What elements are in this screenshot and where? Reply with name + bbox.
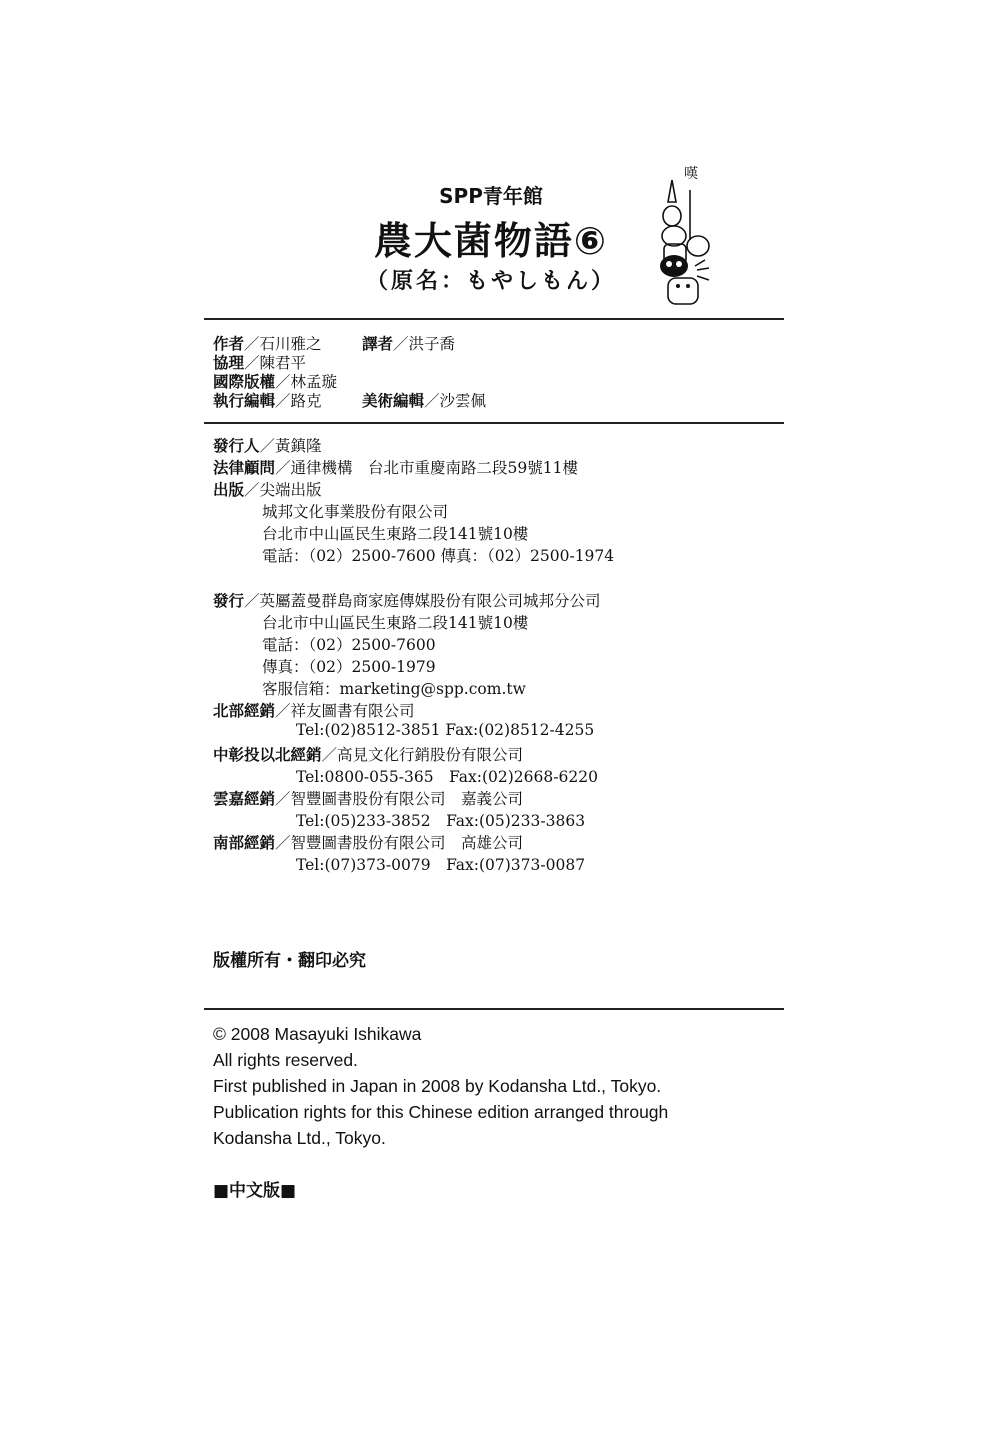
translator-name: 洪子喬 xyxy=(408,335,456,353)
legal-line xyxy=(213,456,578,478)
central-label: 中彰投以北經銷 xyxy=(213,746,322,764)
separator: ／ xyxy=(275,392,291,410)
central-contact: Tel:0800-055-365 Fax:(02)2668-6220 xyxy=(296,768,598,786)
distributor-fax: 傳真：（02）2500-1979 xyxy=(262,658,436,676)
original-title: （原名：もやしもん） xyxy=(365,269,616,294)
separator: ／ xyxy=(244,592,260,610)
distributor-email: 客服信箱：marketing@spp.com.tw xyxy=(262,680,526,698)
separator: ／ xyxy=(275,702,291,720)
publisher-label: 出版 xyxy=(213,481,245,499)
yunchia-name: 智豐圖書股份有限公司 嘉義公司 xyxy=(290,790,524,808)
separator: ／ xyxy=(321,746,338,764)
publisher-address: 台北市中山區民生東路二段141號10樓 xyxy=(262,525,529,543)
credit-editor xyxy=(213,389,322,411)
south-contact: Tel:(07)373-0079 Fax:(07)373-0087 xyxy=(296,856,586,874)
edition-label: ■中文版■ xyxy=(213,1181,297,1201)
distributor-phone: 電話：（02）2500-7600 xyxy=(262,636,436,654)
mascot-illustration xyxy=(650,160,720,310)
south-distributor xyxy=(213,831,523,853)
book-title: 農大菌物語⑥ xyxy=(373,219,609,263)
issuer-line xyxy=(213,434,322,456)
credit-translator xyxy=(362,332,455,354)
editor-label: 執行編輯 xyxy=(213,392,276,410)
publication-rights-line: Publication rights for this Chinese edition arranged through xyxy=(213,1102,669,1122)
publisher-phone: 電話：（02）2500-7600 傳真：（02）2500-1974 xyxy=(262,547,615,565)
distributor-name: 英屬蓋曼群島商家庭傳媒股份有限公司城邦分公司 xyxy=(259,592,601,610)
distributor-label: 發行 xyxy=(213,592,245,610)
issuer-name: 黃鎮隆 xyxy=(275,437,322,455)
rights-notice: 版權所有・翻印必究 xyxy=(213,951,366,971)
assistant-name: 陳君平 xyxy=(259,354,307,372)
yunchia-label: 雲嘉經銷 xyxy=(213,790,276,808)
separator: ／ xyxy=(275,790,291,808)
rights-name: 林孟璇 xyxy=(290,373,338,391)
south-name: 智豐圖書股份有限公司 高雄公司 xyxy=(290,834,524,852)
north-name: 祥友圖書有限公司 xyxy=(290,702,415,720)
art-editor-name: 沙雲佩 xyxy=(439,392,487,410)
separator: ／ xyxy=(424,392,440,410)
publisher-name: 尖端出版 xyxy=(259,481,322,499)
publication-rights-line-2: Kodansha Ltd., Tokyo. xyxy=(213,1128,386,1148)
author-label: 作者 xyxy=(213,335,245,353)
yunchia-contact: Tel:(05)233-3852 Fax:(05)233-3863 xyxy=(296,812,586,830)
separator: ／ xyxy=(244,335,260,353)
north-label: 北部經銷 xyxy=(213,702,276,720)
rights-reserved-line: All rights reserved. xyxy=(213,1050,358,1070)
issuer-label: 發行人 xyxy=(213,437,260,455)
separator: ／ xyxy=(275,459,291,477)
central-distributor xyxy=(213,743,523,765)
credit-art-editor xyxy=(362,389,486,411)
divider-middle xyxy=(204,422,784,424)
north-distributor xyxy=(213,699,415,721)
yunchia-distributor xyxy=(213,787,523,809)
publisher-line xyxy=(213,478,322,500)
art-editor-label: 美術編輯 xyxy=(362,392,425,410)
south-label: 南部經銷 xyxy=(213,834,276,852)
legal-label: 法律顧問 xyxy=(213,459,276,477)
editor-name: 路克 xyxy=(290,392,322,410)
central-name: 高見文化行銷股份有限公司 xyxy=(337,746,524,764)
separator: ／ xyxy=(275,373,291,391)
distributor-address: 台北市中山區民生東路二段141號10樓 xyxy=(262,614,529,632)
distributor-line xyxy=(213,589,601,611)
mascot-text: 嘆 xyxy=(684,166,698,182)
translator-label: 譯者 xyxy=(362,335,394,353)
publisher-company: 城邦文化事業股份有限公司 xyxy=(262,503,449,521)
copyright-line: © 2008 Masayuki Ishikawa xyxy=(213,1024,422,1044)
rights-label: 國際版權 xyxy=(213,373,276,391)
north-contact: Tel:(02)8512-3851 Fax:(02)8512-4255 xyxy=(296,721,595,739)
author-name: 石川雅之 xyxy=(259,335,322,353)
separator: ／ xyxy=(244,481,260,499)
separator: ／ xyxy=(393,335,409,353)
separator: ／ xyxy=(275,834,291,852)
divider-bottom xyxy=(204,1008,784,1010)
separator: ／ xyxy=(259,437,276,455)
first-published-line: First published in Japan in 2008 by Kodansha Ltd., Tokyo. xyxy=(213,1076,662,1096)
divider-top xyxy=(204,318,784,320)
series-name: SPP青年館 xyxy=(439,184,543,208)
assistant-label: 協理 xyxy=(213,354,245,372)
separator: ／ xyxy=(244,354,260,372)
legal-value: 通律機構 台北市重慶南路二段59號11樓 xyxy=(290,459,578,477)
